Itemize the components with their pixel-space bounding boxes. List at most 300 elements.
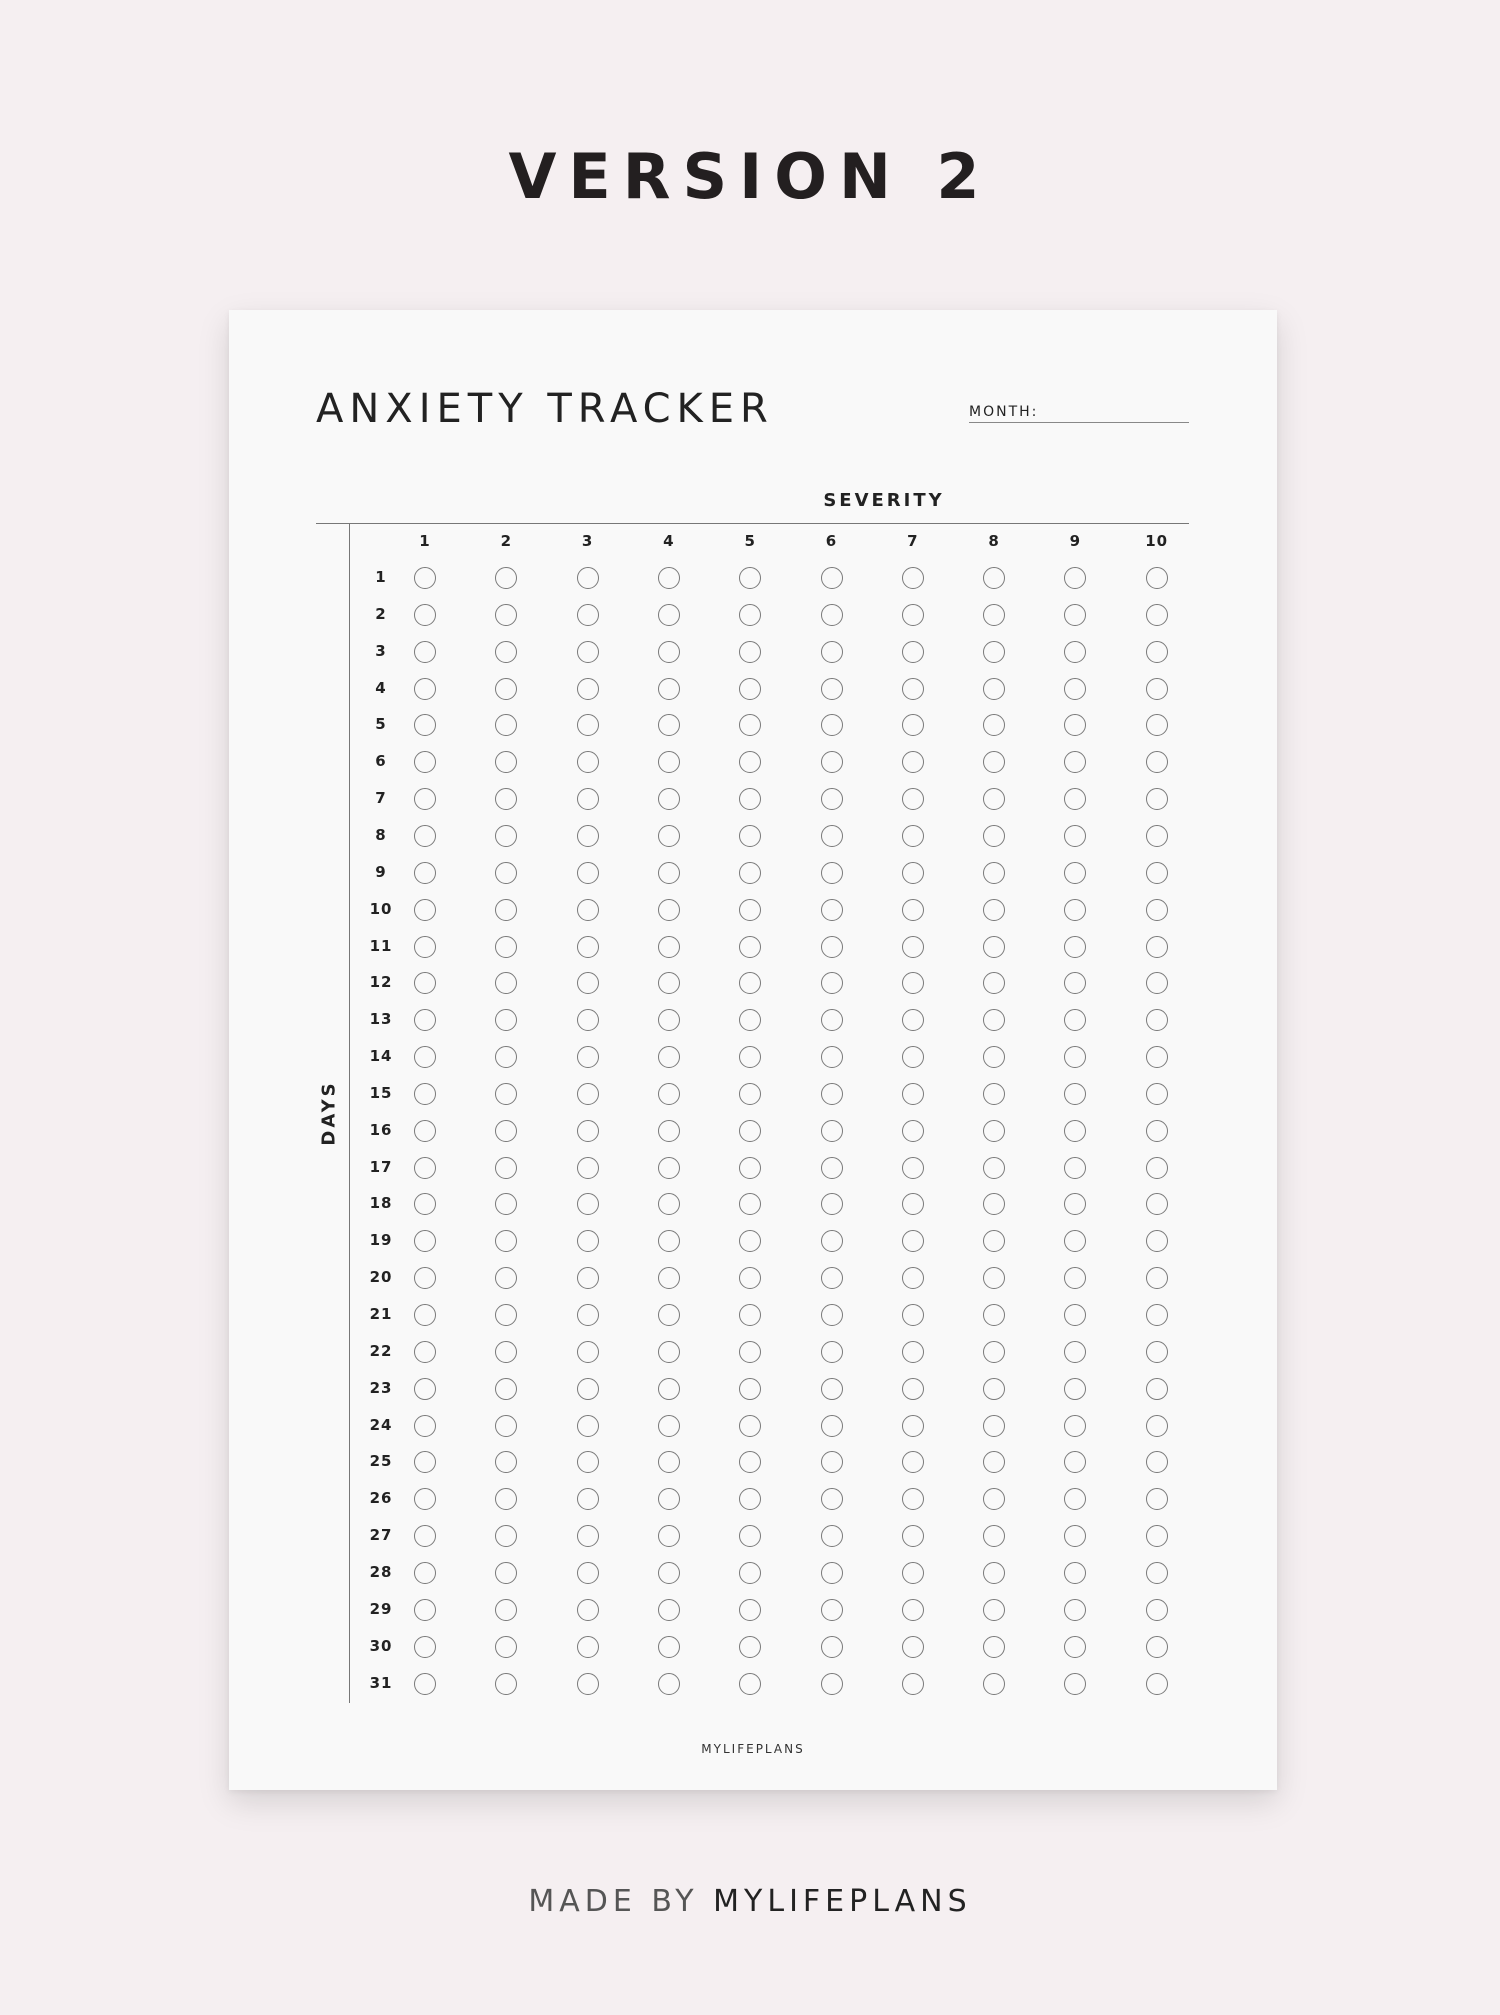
severity-circle[interactable] xyxy=(983,1120,1005,1142)
severity-circle[interactable] xyxy=(902,1267,924,1289)
severity-circle[interactable] xyxy=(821,1304,843,1326)
severity-circle[interactable] xyxy=(577,751,599,773)
severity-circle[interactable] xyxy=(1146,1378,1168,1400)
severity-circle[interactable] xyxy=(1146,678,1168,700)
severity-circle[interactable] xyxy=(1146,1157,1168,1179)
severity-circle[interactable] xyxy=(1064,1415,1086,1437)
severity-circle[interactable] xyxy=(414,1673,436,1695)
severity-circle[interactable] xyxy=(902,1120,924,1142)
severity-circle[interactable] xyxy=(1146,1120,1168,1142)
severity-circle[interactable] xyxy=(577,972,599,994)
severity-circle[interactable] xyxy=(414,714,436,736)
severity-circle[interactable] xyxy=(983,1009,1005,1031)
severity-circle[interactable] xyxy=(1146,1599,1168,1621)
severity-circle[interactable] xyxy=(902,1636,924,1658)
severity-circle[interactable] xyxy=(739,1562,761,1584)
severity-circle[interactable] xyxy=(821,1525,843,1547)
severity-circle[interactable] xyxy=(577,788,599,810)
severity-circle[interactable] xyxy=(414,862,436,884)
severity-circle[interactable] xyxy=(1064,1451,1086,1473)
severity-circle[interactable] xyxy=(495,1120,517,1142)
severity-circle[interactable] xyxy=(983,1193,1005,1215)
severity-circle[interactable] xyxy=(983,641,1005,663)
severity-circle[interactable] xyxy=(414,936,436,958)
severity-circle[interactable] xyxy=(739,972,761,994)
severity-circle[interactable] xyxy=(577,1488,599,1510)
severity-circle[interactable] xyxy=(1064,1304,1086,1326)
severity-circle[interactable] xyxy=(658,1230,680,1252)
severity-circle[interactable] xyxy=(658,714,680,736)
severity-circle[interactable] xyxy=(1146,1673,1168,1695)
severity-circle[interactable] xyxy=(658,641,680,663)
severity-circle[interactable] xyxy=(1146,1193,1168,1215)
severity-circle[interactable] xyxy=(983,567,1005,589)
severity-circle[interactable] xyxy=(983,1304,1005,1326)
severity-circle[interactable] xyxy=(1146,825,1168,847)
severity-circle[interactable] xyxy=(495,1673,517,1695)
severity-circle[interactable] xyxy=(821,1230,843,1252)
severity-circle[interactable] xyxy=(902,567,924,589)
severity-circle[interactable] xyxy=(495,899,517,921)
severity-circle[interactable] xyxy=(577,1267,599,1289)
severity-circle[interactable] xyxy=(739,1009,761,1031)
severity-circle[interactable] xyxy=(1064,1636,1086,1658)
severity-circle[interactable] xyxy=(821,1083,843,1105)
severity-circle[interactable] xyxy=(902,1341,924,1363)
severity-circle[interactable] xyxy=(739,1488,761,1510)
severity-circle[interactable] xyxy=(1064,1009,1086,1031)
severity-circle[interactable] xyxy=(577,1415,599,1437)
severity-circle[interactable] xyxy=(658,1525,680,1547)
severity-circle[interactable] xyxy=(983,862,1005,884)
severity-circle[interactable] xyxy=(577,567,599,589)
severity-circle[interactable] xyxy=(821,972,843,994)
severity-circle[interactable] xyxy=(983,1488,1005,1510)
severity-circle[interactable] xyxy=(739,1673,761,1695)
severity-circle[interactable] xyxy=(1064,1488,1086,1510)
severity-circle[interactable] xyxy=(902,899,924,921)
severity-circle[interactable] xyxy=(577,641,599,663)
severity-circle[interactable] xyxy=(414,1046,436,1068)
severity-circle[interactable] xyxy=(658,899,680,921)
severity-circle[interactable] xyxy=(821,1415,843,1437)
severity-circle[interactable] xyxy=(658,1562,680,1584)
severity-circle[interactable] xyxy=(821,1378,843,1400)
severity-circle[interactable] xyxy=(983,788,1005,810)
severity-circle[interactable] xyxy=(902,1673,924,1695)
severity-circle[interactable] xyxy=(495,1341,517,1363)
severity-circle[interactable] xyxy=(1064,788,1086,810)
severity-circle[interactable] xyxy=(902,825,924,847)
severity-circle[interactable] xyxy=(495,604,517,626)
severity-circle[interactable] xyxy=(821,1599,843,1621)
severity-circle[interactable] xyxy=(821,1488,843,1510)
severity-circle[interactable] xyxy=(821,714,843,736)
severity-circle[interactable] xyxy=(414,1157,436,1179)
severity-circle[interactable] xyxy=(658,1304,680,1326)
severity-circle[interactable] xyxy=(739,678,761,700)
severity-circle[interactable] xyxy=(495,1599,517,1621)
severity-circle[interactable] xyxy=(577,1230,599,1252)
severity-circle[interactable] xyxy=(495,862,517,884)
severity-circle[interactable] xyxy=(983,604,1005,626)
severity-circle[interactable] xyxy=(902,1193,924,1215)
severity-circle[interactable] xyxy=(495,641,517,663)
severity-circle[interactable] xyxy=(821,1562,843,1584)
severity-circle[interactable] xyxy=(739,1157,761,1179)
severity-circle[interactable] xyxy=(658,862,680,884)
severity-circle[interactable] xyxy=(1064,1120,1086,1142)
severity-circle[interactable] xyxy=(414,1488,436,1510)
severity-circle[interactable] xyxy=(739,1046,761,1068)
severity-circle[interactable] xyxy=(1146,1488,1168,1510)
severity-circle[interactable] xyxy=(1146,1525,1168,1547)
severity-circle[interactable] xyxy=(658,788,680,810)
severity-circle[interactable] xyxy=(577,1562,599,1584)
severity-circle[interactable] xyxy=(1146,972,1168,994)
severity-circle[interactable] xyxy=(821,641,843,663)
severity-circle[interactable] xyxy=(577,1673,599,1695)
severity-circle[interactable] xyxy=(577,1378,599,1400)
severity-circle[interactable] xyxy=(902,604,924,626)
severity-circle[interactable] xyxy=(1064,1562,1086,1584)
severity-circle[interactable] xyxy=(495,1304,517,1326)
severity-circle[interactable] xyxy=(658,1267,680,1289)
severity-circle[interactable] xyxy=(495,788,517,810)
severity-circle[interactable] xyxy=(1064,1267,1086,1289)
severity-circle[interactable] xyxy=(495,1415,517,1437)
severity-circle[interactable] xyxy=(577,714,599,736)
severity-circle[interactable] xyxy=(495,1636,517,1658)
severity-circle[interactable] xyxy=(658,1083,680,1105)
severity-circle[interactable] xyxy=(902,1488,924,1510)
severity-circle[interactable] xyxy=(902,1230,924,1252)
severity-circle[interactable] xyxy=(495,972,517,994)
severity-circle[interactable] xyxy=(821,678,843,700)
severity-circle[interactable] xyxy=(658,1673,680,1695)
severity-circle[interactable] xyxy=(902,1599,924,1621)
severity-circle[interactable] xyxy=(495,1488,517,1510)
severity-circle[interactable] xyxy=(821,1673,843,1695)
severity-circle[interactable] xyxy=(902,1304,924,1326)
severity-circle[interactable] xyxy=(1146,604,1168,626)
severity-circle[interactable] xyxy=(414,825,436,847)
severity-circle[interactable] xyxy=(658,751,680,773)
severity-circle[interactable] xyxy=(414,1120,436,1142)
severity-circle[interactable] xyxy=(739,1341,761,1363)
severity-circle[interactable] xyxy=(902,1083,924,1105)
severity-circle[interactable] xyxy=(577,604,599,626)
severity-circle[interactable] xyxy=(983,1562,1005,1584)
severity-circle[interactable] xyxy=(1064,604,1086,626)
severity-circle[interactable] xyxy=(495,567,517,589)
severity-circle[interactable] xyxy=(983,1378,1005,1400)
severity-circle[interactable] xyxy=(495,1009,517,1031)
severity-circle[interactable] xyxy=(902,1562,924,1584)
severity-circle[interactable] xyxy=(414,1083,436,1105)
severity-circle[interactable] xyxy=(414,1525,436,1547)
severity-circle[interactable] xyxy=(1146,714,1168,736)
severity-circle[interactable] xyxy=(739,1525,761,1547)
severity-circle[interactable] xyxy=(414,1230,436,1252)
severity-circle[interactable] xyxy=(902,788,924,810)
severity-circle[interactable] xyxy=(1064,1046,1086,1068)
severity-circle[interactable] xyxy=(577,1046,599,1068)
severity-circle[interactable] xyxy=(414,1636,436,1658)
severity-circle[interactable] xyxy=(1064,1083,1086,1105)
severity-circle[interactable] xyxy=(983,936,1005,958)
severity-circle[interactable] xyxy=(739,714,761,736)
severity-circle[interactable] xyxy=(739,1193,761,1215)
severity-circle[interactable] xyxy=(1064,1673,1086,1695)
severity-circle[interactable] xyxy=(1064,567,1086,589)
severity-circle[interactable] xyxy=(821,1009,843,1031)
severity-circle[interactable] xyxy=(414,1451,436,1473)
severity-circle[interactable] xyxy=(983,825,1005,847)
severity-circle[interactable] xyxy=(821,1046,843,1068)
severity-circle[interactable] xyxy=(577,1525,599,1547)
severity-circle[interactable] xyxy=(495,1378,517,1400)
severity-circle[interactable] xyxy=(414,1599,436,1621)
severity-circle[interactable] xyxy=(1146,1636,1168,1658)
severity-circle[interactable] xyxy=(821,899,843,921)
severity-circle[interactable] xyxy=(983,751,1005,773)
severity-circle[interactable] xyxy=(1064,1525,1086,1547)
severity-circle[interactable] xyxy=(821,751,843,773)
severity-circle[interactable] xyxy=(902,678,924,700)
severity-circle[interactable] xyxy=(577,1304,599,1326)
severity-circle[interactable] xyxy=(983,1083,1005,1105)
severity-circle[interactable] xyxy=(414,641,436,663)
severity-circle[interactable] xyxy=(414,1009,436,1031)
severity-circle[interactable] xyxy=(658,1378,680,1400)
severity-circle[interactable] xyxy=(495,936,517,958)
severity-circle[interactable] xyxy=(414,899,436,921)
severity-circle[interactable] xyxy=(495,1267,517,1289)
severity-circle[interactable] xyxy=(821,936,843,958)
severity-circle[interactable] xyxy=(658,1636,680,1658)
severity-circle[interactable] xyxy=(902,751,924,773)
severity-circle[interactable] xyxy=(739,1599,761,1621)
severity-circle[interactable] xyxy=(821,1193,843,1215)
severity-circle[interactable] xyxy=(739,1304,761,1326)
severity-circle[interactable] xyxy=(1146,862,1168,884)
severity-circle[interactable] xyxy=(983,1525,1005,1547)
severity-circle[interactable] xyxy=(658,972,680,994)
severity-circle[interactable] xyxy=(821,1267,843,1289)
severity-circle[interactable] xyxy=(902,972,924,994)
severity-circle[interactable] xyxy=(821,1451,843,1473)
severity-circle[interactable] xyxy=(658,936,680,958)
severity-circle[interactable] xyxy=(577,862,599,884)
severity-circle[interactable] xyxy=(902,1046,924,1068)
severity-circle[interactable] xyxy=(739,751,761,773)
severity-circle[interactable] xyxy=(1064,1341,1086,1363)
severity-circle[interactable] xyxy=(1146,1562,1168,1584)
severity-circle[interactable] xyxy=(658,1009,680,1031)
severity-circle[interactable] xyxy=(495,1157,517,1179)
severity-circle[interactable] xyxy=(902,714,924,736)
severity-circle[interactable] xyxy=(658,1415,680,1437)
severity-circle[interactable] xyxy=(1064,936,1086,958)
severity-circle[interactable] xyxy=(577,1009,599,1031)
severity-circle[interactable] xyxy=(495,1230,517,1252)
severity-circle[interactable] xyxy=(1064,1378,1086,1400)
severity-circle[interactable] xyxy=(577,1083,599,1105)
severity-circle[interactable] xyxy=(1146,1230,1168,1252)
severity-circle[interactable] xyxy=(739,567,761,589)
severity-circle[interactable] xyxy=(983,1267,1005,1289)
severity-circle[interactable] xyxy=(983,899,1005,921)
severity-circle[interactable] xyxy=(658,567,680,589)
severity-circle[interactable] xyxy=(577,1193,599,1215)
severity-circle[interactable] xyxy=(495,1562,517,1584)
severity-circle[interactable] xyxy=(739,1230,761,1252)
severity-circle[interactable] xyxy=(983,1157,1005,1179)
severity-circle[interactable] xyxy=(414,1415,436,1437)
severity-circle[interactable] xyxy=(983,1599,1005,1621)
severity-circle[interactable] xyxy=(658,1488,680,1510)
severity-circle[interactable] xyxy=(1146,936,1168,958)
severity-circle[interactable] xyxy=(495,1451,517,1473)
severity-circle[interactable] xyxy=(658,678,680,700)
severity-circle[interactable] xyxy=(983,678,1005,700)
severity-circle[interactable] xyxy=(902,1378,924,1400)
month-input-line[interactable] xyxy=(969,422,1189,423)
severity-circle[interactable] xyxy=(414,567,436,589)
severity-circle[interactable] xyxy=(495,1193,517,1215)
severity-circle[interactable] xyxy=(821,1341,843,1363)
severity-circle[interactable] xyxy=(902,1451,924,1473)
severity-circle[interactable] xyxy=(821,1120,843,1142)
severity-circle[interactable] xyxy=(739,641,761,663)
severity-circle[interactable] xyxy=(1146,641,1168,663)
severity-circle[interactable] xyxy=(902,641,924,663)
severity-circle[interactable] xyxy=(902,1525,924,1547)
severity-circle[interactable] xyxy=(577,936,599,958)
severity-circle[interactable] xyxy=(1146,751,1168,773)
severity-circle[interactable] xyxy=(983,972,1005,994)
severity-circle[interactable] xyxy=(739,1267,761,1289)
severity-circle[interactable] xyxy=(739,936,761,958)
severity-circle[interactable] xyxy=(1146,1083,1168,1105)
severity-circle[interactable] xyxy=(414,1193,436,1215)
severity-circle[interactable] xyxy=(739,1636,761,1658)
severity-circle[interactable] xyxy=(1146,1451,1168,1473)
severity-circle[interactable] xyxy=(983,1341,1005,1363)
severity-circle[interactable] xyxy=(658,1451,680,1473)
severity-circle[interactable] xyxy=(1064,862,1086,884)
severity-circle[interactable] xyxy=(577,1157,599,1179)
severity-circle[interactable] xyxy=(414,1378,436,1400)
severity-circle[interactable] xyxy=(902,1009,924,1031)
severity-circle[interactable] xyxy=(821,788,843,810)
severity-circle[interactable] xyxy=(577,825,599,847)
severity-circle[interactable] xyxy=(495,1083,517,1105)
severity-circle[interactable] xyxy=(983,714,1005,736)
severity-circle[interactable] xyxy=(577,1636,599,1658)
severity-circle[interactable] xyxy=(658,604,680,626)
severity-circle[interactable] xyxy=(414,972,436,994)
severity-circle[interactable] xyxy=(495,1046,517,1068)
severity-circle[interactable] xyxy=(902,1415,924,1437)
severity-circle[interactable] xyxy=(1146,1267,1168,1289)
severity-circle[interactable] xyxy=(414,604,436,626)
severity-circle[interactable] xyxy=(1064,899,1086,921)
severity-circle[interactable] xyxy=(414,788,436,810)
severity-circle[interactable] xyxy=(414,1267,436,1289)
severity-circle[interactable] xyxy=(902,862,924,884)
severity-circle[interactable] xyxy=(1146,1304,1168,1326)
severity-circle[interactable] xyxy=(658,825,680,847)
severity-circle[interactable] xyxy=(983,1046,1005,1068)
severity-circle[interactable] xyxy=(739,604,761,626)
severity-circle[interactable] xyxy=(1146,1009,1168,1031)
severity-circle[interactable] xyxy=(1064,1230,1086,1252)
severity-circle[interactable] xyxy=(902,1157,924,1179)
severity-circle[interactable] xyxy=(577,1341,599,1363)
severity-circle[interactable] xyxy=(739,1378,761,1400)
severity-circle[interactable] xyxy=(1064,1599,1086,1621)
severity-circle[interactable] xyxy=(495,1525,517,1547)
severity-circle[interactable] xyxy=(739,862,761,884)
severity-circle[interactable] xyxy=(658,1157,680,1179)
severity-circle[interactable] xyxy=(495,714,517,736)
severity-circle[interactable] xyxy=(1064,641,1086,663)
severity-circle[interactable] xyxy=(821,825,843,847)
severity-circle[interactable] xyxy=(739,1451,761,1473)
severity-circle[interactable] xyxy=(1064,1157,1086,1179)
severity-circle[interactable] xyxy=(577,1120,599,1142)
severity-circle[interactable] xyxy=(577,678,599,700)
severity-circle[interactable] xyxy=(1064,1193,1086,1215)
severity-circle[interactable] xyxy=(1146,1415,1168,1437)
severity-circle[interactable] xyxy=(414,678,436,700)
severity-circle[interactable] xyxy=(821,567,843,589)
severity-circle[interactable] xyxy=(902,936,924,958)
severity-circle[interactable] xyxy=(1064,678,1086,700)
severity-circle[interactable] xyxy=(821,1157,843,1179)
severity-circle[interactable] xyxy=(1064,825,1086,847)
severity-circle[interactable] xyxy=(495,678,517,700)
severity-circle[interactable] xyxy=(739,1120,761,1142)
severity-circle[interactable] xyxy=(414,751,436,773)
severity-circle[interactable] xyxy=(1146,567,1168,589)
severity-circle[interactable] xyxy=(821,862,843,884)
severity-circle[interactable] xyxy=(1146,1341,1168,1363)
severity-circle[interactable] xyxy=(495,825,517,847)
severity-circle[interactable] xyxy=(577,899,599,921)
severity-circle[interactable] xyxy=(1146,1046,1168,1068)
severity-circle[interactable] xyxy=(739,825,761,847)
severity-circle[interactable] xyxy=(821,1636,843,1658)
severity-circle[interactable] xyxy=(1064,751,1086,773)
severity-circle[interactable] xyxy=(414,1341,436,1363)
severity-circle[interactable] xyxy=(739,899,761,921)
severity-circle[interactable] xyxy=(577,1451,599,1473)
severity-circle[interactable] xyxy=(1064,714,1086,736)
severity-circle[interactable] xyxy=(658,1046,680,1068)
severity-circle[interactable] xyxy=(1064,972,1086,994)
severity-circle[interactable] xyxy=(983,1673,1005,1695)
severity-circle[interactable] xyxy=(414,1562,436,1584)
severity-circle[interactable] xyxy=(577,1599,599,1621)
severity-circle[interactable] xyxy=(658,1599,680,1621)
severity-circle[interactable] xyxy=(658,1341,680,1363)
severity-circle[interactable] xyxy=(658,1120,680,1142)
severity-circle[interactable] xyxy=(739,1083,761,1105)
severity-circle[interactable] xyxy=(1146,788,1168,810)
